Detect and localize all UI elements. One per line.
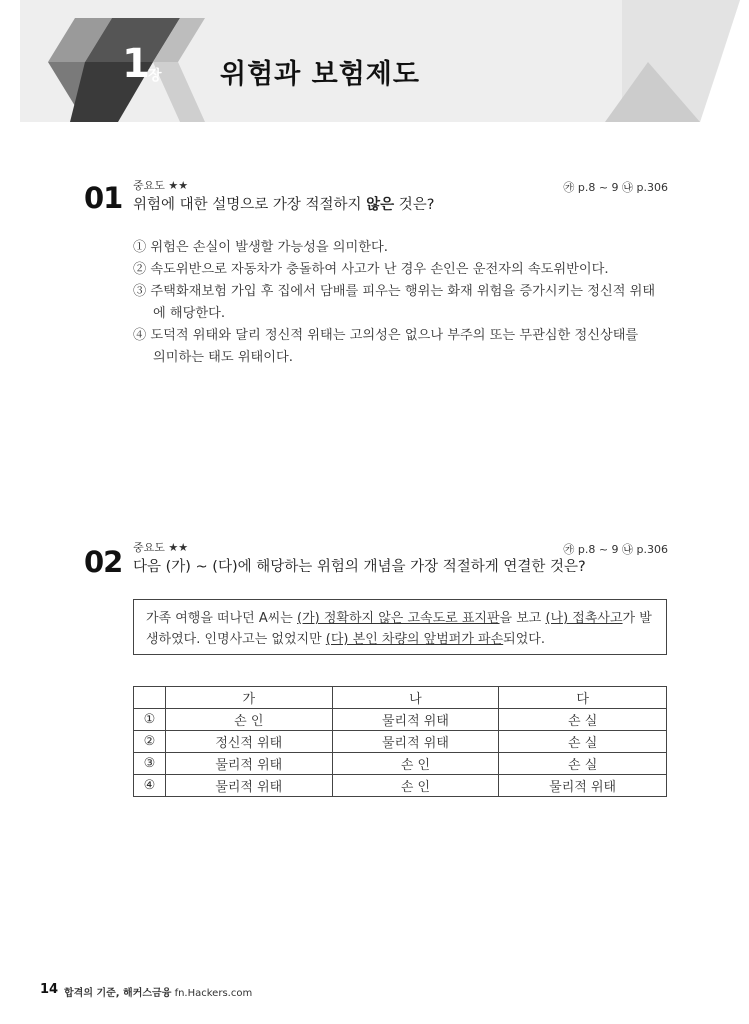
case-item-ga: (가) 정확하지 않은 고속도로 표지판 — [297, 611, 500, 626]
option-1[interactable]: ① 위험은 손실이 발생할 가능성을 의미한다. — [133, 240, 388, 255]
table-cell: 손 인 — [332, 775, 499, 797]
case-description-box: 가족 여행을 떠나던 A씨는 (가) 정확하지 않은 고속도로 표지판을 보고 (나) 접촉사고가 발생하였다. 인명사고는 없었지만 (다) 본인 차량의 앞범퍼가 파손되었다. — [133, 599, 667, 655]
table-row[interactable] — [134, 753, 667, 775]
option-3-continued: 에 해당한다. — [153, 306, 226, 321]
table-cell: 손 실 — [499, 731, 667, 753]
option-4-continued: 의미하는 태도 위태이다. — [153, 350, 293, 365]
header-cell — [134, 687, 166, 709]
table-cell: 정신적 위태 — [165, 731, 332, 753]
footer-site-link[interactable]: fn.Hackers.com — [174, 988, 253, 999]
emphasis-not: 않은 — [366, 197, 395, 213]
answer-table — [133, 686, 667, 797]
table-cell: ④ — [134, 775, 166, 797]
importance-label: 중요도 ★★ — [133, 541, 189, 554]
page-reference: ㉮ p.8 ~ 9 ㉯ p.306 — [563, 181, 668, 194]
page-number: 14 — [40, 982, 59, 997]
importance-label: 중요도 ★★ — [133, 179, 189, 192]
question-text: 다음 (가) ~ (다)에 해당하는 위험의 개념을 가장 적절하게 연결한 것은? — [133, 559, 586, 575]
chapter-number: 1 — [122, 41, 150, 87]
table-cell: 물리적 위태 — [332, 731, 499, 753]
table-cell: 손 실 — [499, 753, 667, 775]
table-row[interactable] — [134, 775, 667, 797]
table-row[interactable] — [134, 731, 667, 753]
table-cell: ② — [134, 731, 166, 753]
header-cell: 다 — [499, 687, 667, 709]
table-row[interactable] — [134, 709, 667, 731]
table-cell: 물리적 위태 — [499, 775, 667, 797]
question-number: 01 — [84, 181, 123, 215]
question-text: 위험에 대한 설명으로 가장 적절하지 않은 것은? — [133, 197, 435, 213]
chapter-suffix: 장 — [148, 68, 162, 84]
chapter-title: 위험과 보험제도 — [220, 59, 420, 90]
table-header-row — [134, 687, 667, 709]
option-2[interactable]: ② 속도위반으로 자동차가 충돌하여 사고가 난 경우 손인은 운전자의 속도위반이다. — [133, 262, 609, 277]
option-4[interactable]: ④ 도덕적 위태와 달리 정신적 위태는 고의성은 없으나 부주의 또는 무관심한 정신상태를 — [133, 328, 639, 343]
question-number: 02 — [84, 545, 123, 579]
table-cell: 손 인 — [165, 709, 332, 731]
header-cell: 나 — [332, 687, 499, 709]
case-item-na: (나) 접촉사고 — [545, 611, 623, 626]
table-cell: 물리적 위태 — [165, 775, 332, 797]
option-3[interactable]: ③ 주택화재보험 가입 후 집에서 담배를 피우는 행위는 화재 위험을 증가시키는 정신적 위태 — [133, 284, 656, 299]
table-cell: 물리적 위태 — [332, 709, 499, 731]
header-cell: 가 — [165, 687, 332, 709]
page-reference: ㉮ p.8 ~ 9 ㉯ p.306 — [563, 543, 668, 556]
options-list — [133, 237, 693, 369]
case-item-da: (다) 본인 차량의 앞범퍼가 파손 — [325, 632, 504, 647]
footer-text — [64, 984, 252, 999]
footer-slogan: 합격의 기준, 해커스금융 — [64, 988, 172, 999]
table-cell: 물리적 위태 — [165, 753, 332, 775]
table-cell: ③ — [134, 753, 166, 775]
table-cell: 손 실 — [499, 709, 667, 731]
table-cell: 손 인 — [332, 753, 499, 775]
table-cell: ① — [134, 709, 166, 731]
